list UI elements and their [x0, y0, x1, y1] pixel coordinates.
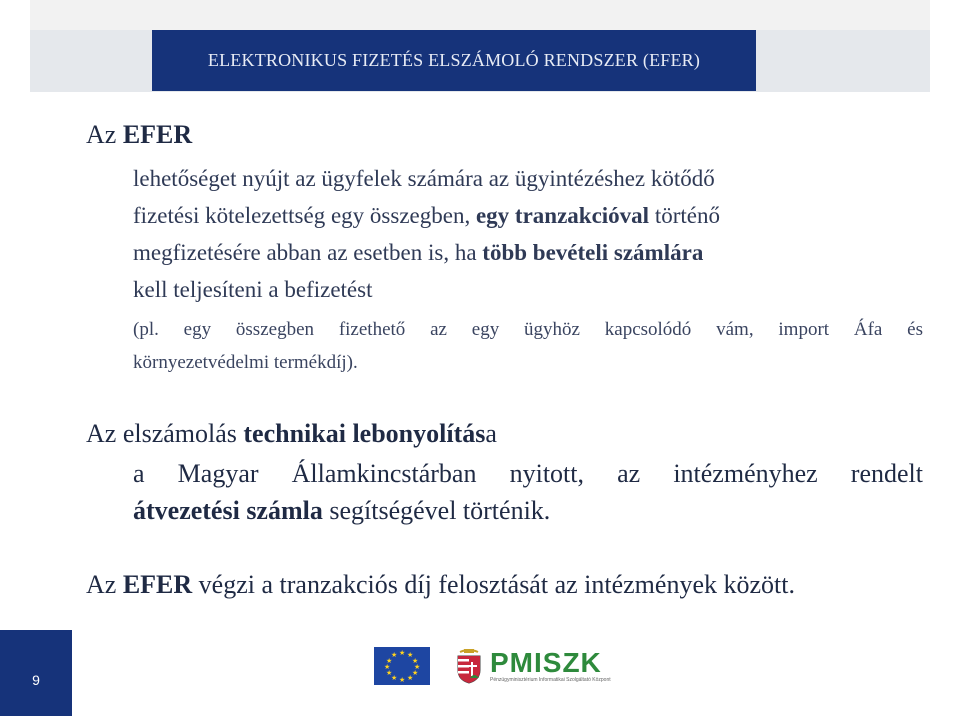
text-run-bold: átvezetési számla: [133, 496, 323, 525]
text-run: kell teljesíteni a befizetést: [133, 277, 373, 302]
elszamolas-lead: [86, 417, 497, 451]
text-line: [133, 234, 923, 271]
text-run: segítségével történik.: [322, 496, 551, 525]
note-text: környezetvédelmi termékdíj).: [133, 352, 358, 373]
text-run-bold: több bevételi számlára: [482, 240, 704, 265]
pmiszk-logo: [456, 648, 611, 684]
text-line: [133, 271, 923, 308]
page-title: ELEKTRONIKUS FIZETÉS ELSZÁMOLÓ RENDSZER (EFER): [207, 50, 701, 70]
lead-suffix: végzi a tranzakciós díj felosztását az intézmények között.: [192, 570, 795, 599]
note-line: [133, 346, 923, 379]
page-number: 9: [32, 672, 40, 688]
note-line: [133, 313, 923, 346]
footer-logos: [374, 644, 611, 688]
eu-flag-icon: ★ ★ ★ ★ ★ ★ ★ ★ ★ ★ ★ ★: [374, 647, 430, 685]
text-run: fizetési kötelezettség egy összegben,: [133, 203, 476, 228]
lead-bold: EFER: [122, 120, 193, 149]
lead-prefix: Az: [86, 120, 123, 149]
text-line: [133, 197, 923, 234]
efer-lead-3: [86, 568, 795, 602]
efer-lead-1: [86, 118, 192, 152]
lead-bold: technikai lebonyolítás: [243, 419, 486, 448]
text-line: [133, 457, 923, 491]
text-run-bold: egy tranzakcióval: [475, 203, 650, 228]
title-box: [152, 30, 756, 91]
text-run: a Magyar Államkincstárban nyitott, az intézményhez rendelt: [133, 459, 923, 488]
text-line: [133, 494, 923, 528]
note-text: (pl. egy összegben fizethető az egy ügyhöz kapcsolódó vám, import Áfa és: [133, 319, 923, 340]
hungarian-crest-icon: [456, 648, 482, 684]
text-run: megfizetésére abban az esetben is, ha: [133, 240, 483, 265]
text-run: lehetőséget nyújt az ügyfelek számára az ügyintézéshez kötődő: [133, 166, 715, 191]
lead-bold: EFER: [122, 570, 193, 599]
lead-suffix: a: [485, 419, 497, 448]
text-line: [133, 160, 923, 197]
header-strip: [30, 0, 930, 30]
lead-prefix: Az: [86, 570, 123, 599]
pmiszk-logo-subtext: Pénzügyminisztérium Informatikai Szolgáltató Központ: [490, 677, 611, 683]
lead-prefix: Az elszámolás: [86, 419, 244, 448]
text-run: történő: [649, 203, 720, 228]
pmiszk-logo-text: PMISZK: [490, 647, 602, 678]
